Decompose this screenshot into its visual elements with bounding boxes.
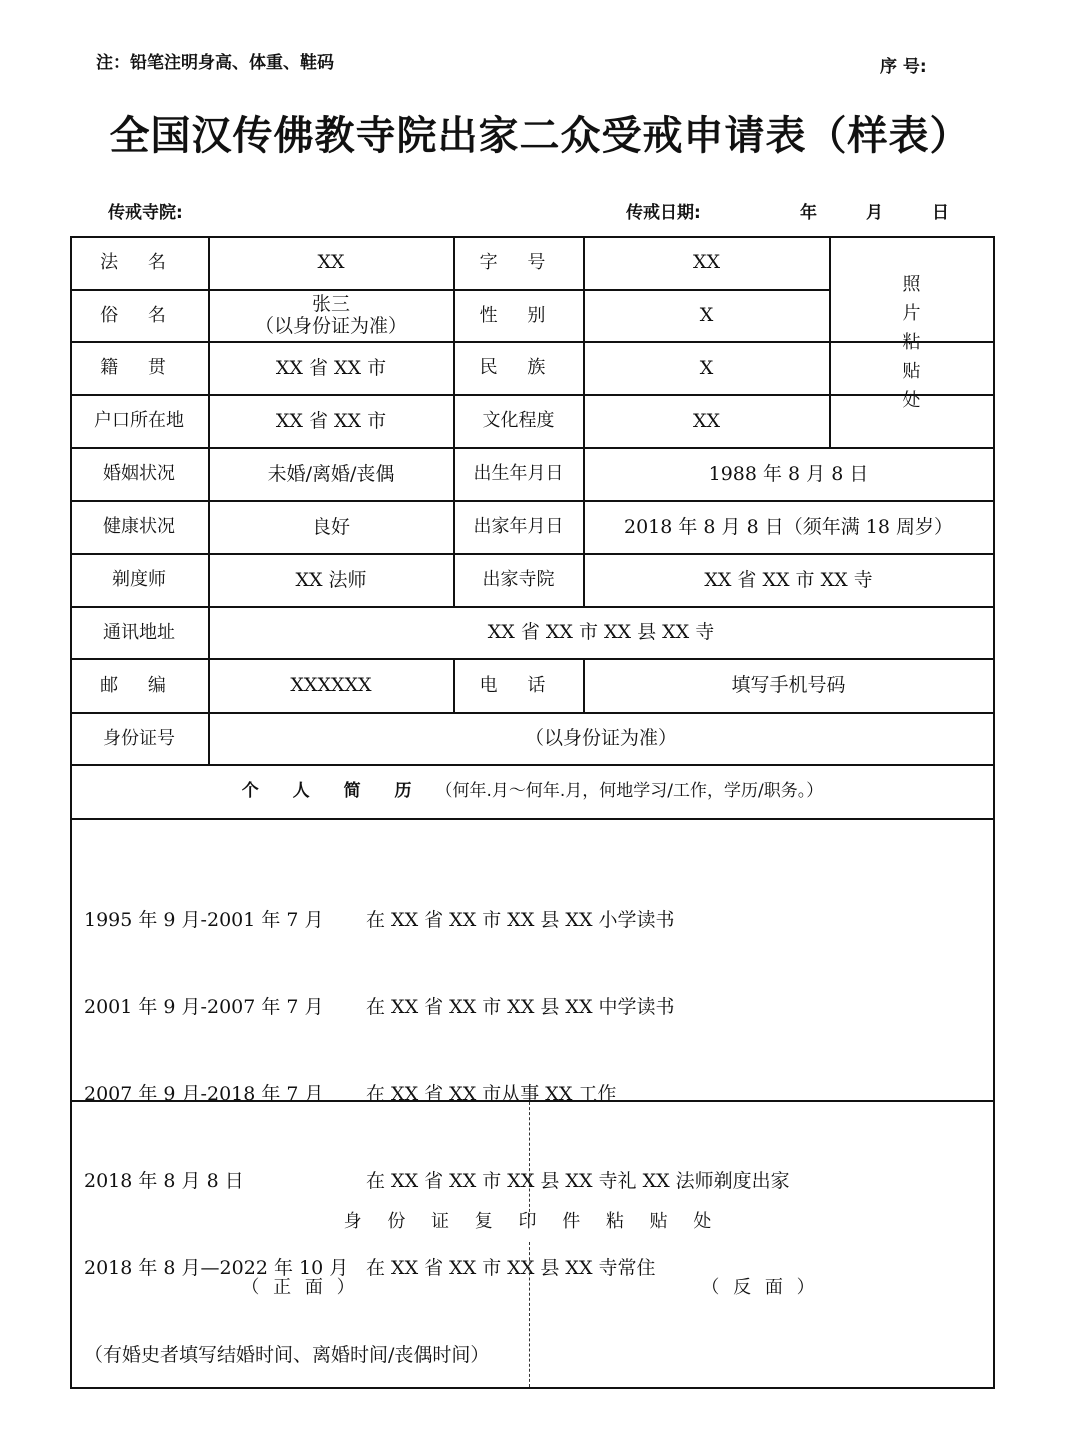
- ordination-date-label: 出家年月日: [473, 516, 564, 538]
- resume-detail: 在 XX 省 XX 市 XX 县 XX 中学读书: [366, 996, 675, 1018]
- health-value: 良好: [311, 515, 350, 538]
- household-value: XX 省 XX 市: [275, 409, 387, 432]
- ethnicity-label: 民 族: [479, 357, 558, 379]
- ordination-date-value: 2018 年 8 月 8 日（须年满 18 周岁）: [624, 515, 953, 538]
- tonsure-master-value: XX 法师: [295, 568, 367, 591]
- lay-name-value: 张三: [311, 292, 350, 315]
- id-copy-paste-label: 身 份 证 复 印 件 粘 贴 处: [343, 1211, 722, 1233]
- marital-status-value: 未婚/离婚/丧偶: [267, 462, 395, 485]
- resume-period: 2018 年 8 月 8 日: [84, 1170, 244, 1192]
- id-front-label: （ 正 面 ）: [241, 1277, 359, 1299]
- resume-header: [70, 765, 995, 818]
- native-place-value: XX 省 XX 市: [275, 356, 387, 379]
- courtesy-name-label: 字 号: [479, 251, 558, 273]
- resume-period: 1995 年 9 月-2001 年 7 月: [84, 909, 324, 931]
- resume-line: [84, 906, 790, 935]
- courtesy-name-value: XX: [692, 251, 721, 274]
- resume-hint: （何年.月～何年.月，何地学习/工作，学历/职务。）: [435, 781, 824, 802]
- photo-char: 贴: [902, 361, 921, 382]
- marital-status-label: 婚姻状况: [103, 463, 175, 485]
- lay-name-note: （以身份证为准）: [254, 314, 407, 337]
- resume-title: 个 人 简 历: [241, 781, 426, 802]
- dharma-name-value: XX: [317, 251, 345, 274]
- photo-char: 处: [902, 390, 921, 411]
- pencil-note: 注：铅笔注明身高、体重、鞋码: [96, 53, 334, 73]
- postcode-label: 邮 编: [100, 674, 178, 696]
- ordination-temple-value: XX 省 XX 市 XX 寺: [704, 568, 873, 591]
- ethnicity-value: X: [699, 356, 714, 379]
- application-form: [70, 236, 995, 1389]
- postcode-value: XXXXXX: [290, 674, 372, 697]
- resume-detail: 在 XX 省 XX 市 XX 县 XX 寺常住: [366, 1257, 656, 1279]
- ordination-date-field-label: 传戒日期:: [626, 203, 701, 223]
- ordination-temple-label: 出家寺院: [482, 569, 555, 591]
- ordination-temple-field-label: 传戒寺院:: [108, 203, 183, 223]
- resume-period: 2007 年 9 月-2018 年 7 月: [84, 1083, 324, 1105]
- household-label: 户口所在地: [94, 410, 184, 432]
- resume-body: [84, 848, 790, 1428]
- id-back-label: （ 反 面 ）: [701, 1277, 819, 1299]
- resume-period: 2018 年 8 月—2022 年 10 月: [84, 1257, 349, 1279]
- native-place-label: 籍 贯: [100, 357, 178, 379]
- lay-name-cell: [209, 290, 453, 341]
- id-number-label: 身份证号: [103, 727, 175, 749]
- resume-period: 2001 年 9 月-2007 年 7 月: [84, 996, 324, 1018]
- education-label: 文化程度: [482, 410, 555, 432]
- gender-value: X: [699, 304, 714, 327]
- id-number-value: （以身份证为准）: [524, 727, 677, 750]
- tonsure-master-label: 剃度师: [112, 569, 166, 591]
- birth-date-value: 1988 年 8 月 8 日: [708, 462, 869, 485]
- resume-detail: 在 XX 省 XX 市 XX 县 XX 寺礼 XX 法师剃度出家: [366, 1170, 790, 1192]
- dharma-name-label: 法 名: [100, 251, 178, 273]
- phone-value: 填写手机号码: [731, 674, 846, 697]
- photo-char: 片: [902, 303, 921, 324]
- serial-number-label: 序 号:: [880, 57, 927, 77]
- health-label: 健康状况: [103, 516, 175, 538]
- photo-char: 照: [902, 274, 921, 295]
- resume-line: [84, 1167, 790, 1196]
- date-month-label: 月: [866, 203, 883, 223]
- form-title: 全国汉传佛教寺院出家二众受戒申请表（样表）: [109, 113, 971, 159]
- resume-detail: 在 XX 省 XX 市 XX 县 XX 小学读书: [366, 909, 675, 931]
- resume-line: [84, 1080, 790, 1109]
- date-year-label: 年: [800, 203, 817, 223]
- birth-date-label: 出生年月日: [473, 463, 564, 485]
- address-label: 通讯地址: [103, 621, 175, 643]
- lay-name-label: 俗 名: [100, 304, 178, 326]
- address-value: XX 省 XX 市 XX 县 XX 寺: [487, 621, 715, 644]
- resume-line: [84, 993, 790, 1022]
- resume-line: [84, 1254, 790, 1283]
- resume-note: （有婚史者填写结婚时间、离婚时间/丧偶时间）: [84, 1344, 490, 1366]
- photo-placeholder: [830, 238, 993, 447]
- education-value: XX: [692, 409, 721, 432]
- resume-detail: 在 XX 省 XX 市从事 XX 工作: [366, 1083, 617, 1105]
- gender-label: 性 别: [479, 304, 558, 326]
- date-day-label: 日: [932, 203, 949, 223]
- phone-label: 电 话: [479, 674, 558, 696]
- photo-char: 粘: [902, 332, 921, 353]
